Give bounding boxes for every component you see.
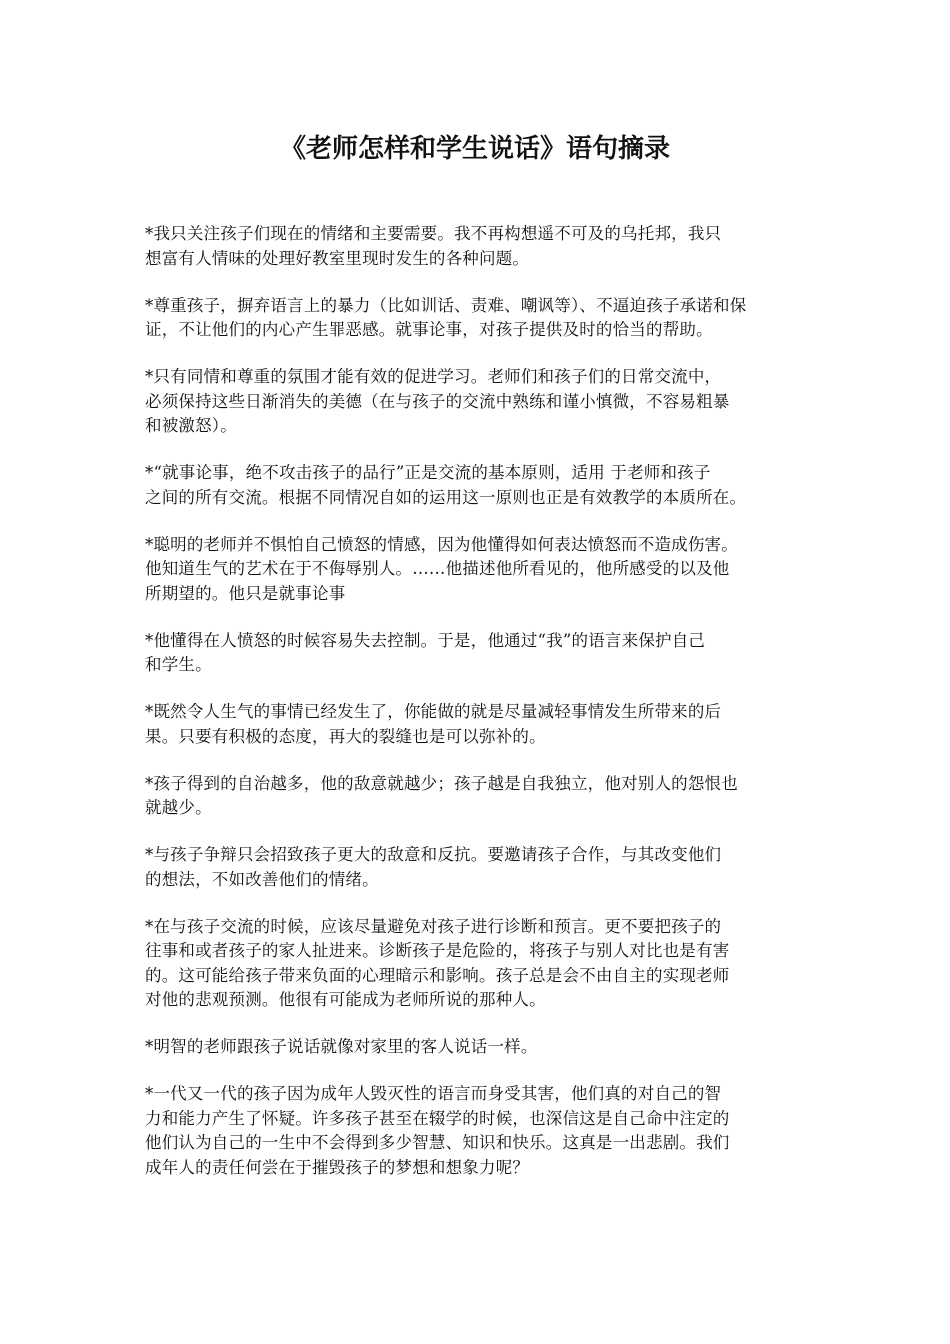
paragraph-line: 对他的悲观预测。他很有可能成为老师所说的那种人。 [145, 990, 546, 1009]
paragraph-line: 的。这可能给孩子带来负面的心理暗示和影响。孩子总是会不由自主的实现老师 [145, 965, 730, 985]
paragraph-line: 力和能力产生了怀疑。许多孩子甚至在辍学的时候，也深信这是自己命中注定的 [145, 1108, 730, 1128]
paragraph [145, 222, 825, 271]
paragraph-line: *只有同情和尊重的氛围才能有效的促进学习。老师们和孩子们的日常交流中， [145, 367, 722, 386]
paragraph [145, 1035, 825, 1060]
paragraph-line: 之间的所有交流。根据不同情况自如的运用这一原则也正是有效教学的本质所在。 [145, 487, 747, 507]
paragraph [145, 772, 825, 821]
paragraph-line: 他知道生气的艺术在于不侮辱别人。……他描述他所看见的，他所感受的以及他 [145, 559, 730, 578]
paragraph-line: 的想法，不如改善他们的情绪。 [145, 869, 379, 889]
document-title: 《老师怎样和学生说话》语句摘录 [279, 134, 670, 164]
paragraph-line: *尊重孩子，摒弃语言上的暴力（比如训话、责难、嘲讽等）、不逼迫孩子承诺和保 [145, 295, 747, 315]
paragraph-line: *聪明的老师并不惧怕自己愤怒的情感，因为他懂得如何表达愤怒而不造成伤害。 [145, 534, 738, 554]
paragraph [145, 365, 825, 439]
paragraph-line: 想富有人情味的处理好教室里现时发生的各种问题。 [145, 248, 530, 268]
paragraph-line: *孩子得到的自治越多，他的敌意就越少；孩子越是自我独立，他对别人的怨恨也 [145, 773, 738, 793]
paragraph [145, 1082, 825, 1180]
paragraph-line: *明智的老师跟孩子说话就像对家里的客人说话一样。 [145, 1037, 538, 1056]
paragraph [145, 843, 825, 892]
paragraph [145, 294, 825, 343]
paragraph-line: *他懂得在人愤怒的时候容易失去控制。于是，他通过“我”的语言来保护自己 [145, 630, 706, 650]
paragraph-line: *我只关注孩子们现在的情绪和主要需要。我不再构想遥不可及的乌托邦，我只 [145, 224, 722, 243]
paragraph-line: 必须保持这些日渐消失的美德（在与孩子的交流中熟练和谨小慎微，不容易粗暴 [145, 391, 730, 411]
paragraph-line: *与孩子争辩只会招致孩子更大的敌意和反抗。要邀请孩子合作，与其改变他们 [145, 845, 722, 864]
document-body [145, 222, 825, 1203]
paragraph [145, 629, 825, 678]
paragraph-line: 证，不让他们的内心产生罪恶感。就事论事，对孩子提供及时的恰当的帮助。 [145, 320, 713, 339]
paragraph-line: 果。只要有积极的态度，再大的裂缝也是可以弥补的。 [145, 726, 546, 746]
paragraph-line: *在与孩子交流的时候，应该尽量避免对孩子进行诊断和预言。更不要把孩子的 [145, 916, 722, 936]
paragraph-line: 往事和或者孩子的家人扯进来。诊断孩子是危险的，将孩子与别人对比也是有害 [145, 941, 730, 960]
paragraph-line: *既然令人生气的事情已经发生了，你能做的就是尽量减轻事情发生所带来的后 [145, 702, 722, 721]
paragraph-line: 和学生。 [145, 655, 212, 674]
paragraph-line: *“就事论事，绝不攻击孩子的品行”正是交流的基本原则，适用 于老师和孩子 [145, 463, 711, 482]
paragraph-line: 和被激怒）。 [145, 416, 237, 435]
paragraph [145, 700, 825, 749]
paragraph [145, 533, 825, 607]
paragraph-line: 所期望的。他只是就事论事 [145, 583, 346, 603]
paragraph-line: *一代又一代的孩子因为成年人毁灭性的语言而身受其害，他们真的对自己的智 [145, 1084, 722, 1103]
paragraph-line: 他们认为自己的一生中不会得到多少智慧、知识和快乐。这真是一出悲剧。我们 [145, 1133, 730, 1152]
paragraph [145, 461, 825, 510]
paragraph [145, 915, 825, 1013]
paragraph-line: 就越少。 [145, 798, 212, 817]
paragraph-line: 成年人的责任何尝在于摧毁孩子的梦想和想象力呢？ [145, 1157, 530, 1177]
